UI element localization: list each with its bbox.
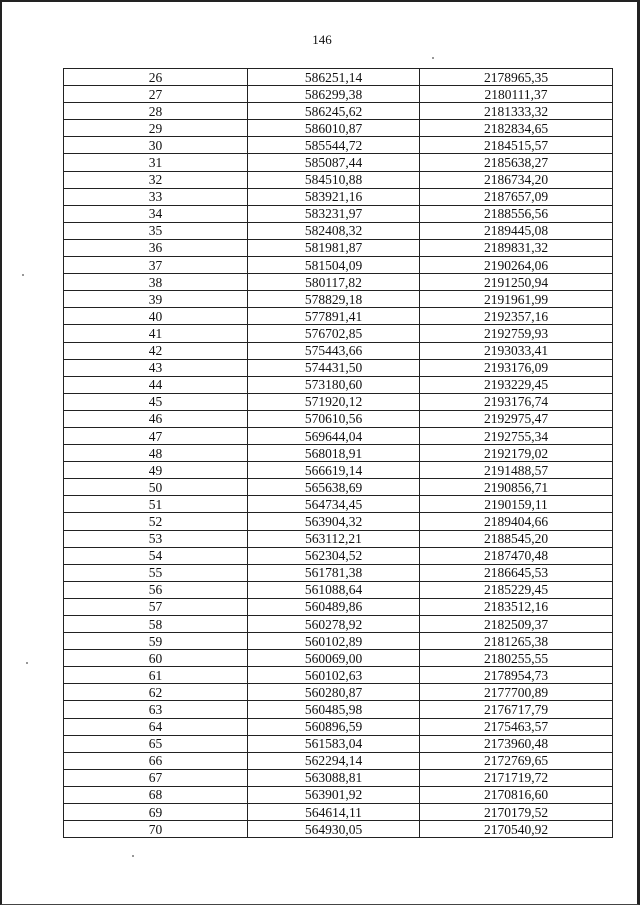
table-row bbox=[64, 103, 613, 120]
point-number-cell: 66 bbox=[64, 752, 248, 769]
point-number-cell: 36 bbox=[64, 239, 248, 256]
table-row bbox=[64, 769, 613, 786]
point-number-cell: 68 bbox=[64, 786, 248, 803]
y-coordinate-cell: 2181265,38 bbox=[420, 633, 613, 650]
x-coordinate-cell: 565638,69 bbox=[248, 479, 420, 496]
table-row bbox=[64, 342, 613, 359]
x-coordinate-cell: 577891,41 bbox=[248, 308, 420, 325]
x-coordinate-cell: 571920,12 bbox=[248, 393, 420, 410]
y-coordinate-cell: 2178965,35 bbox=[420, 69, 613, 86]
point-number-cell: 59 bbox=[64, 633, 248, 650]
y-coordinate-cell: 2193229,45 bbox=[420, 376, 613, 393]
x-coordinate-cell: 578829,18 bbox=[248, 291, 420, 308]
table-row bbox=[64, 581, 613, 598]
x-coordinate-cell: 584510,88 bbox=[248, 171, 420, 188]
y-coordinate-cell: 2191488,57 bbox=[420, 462, 613, 479]
table-row bbox=[64, 393, 613, 410]
table-row bbox=[64, 633, 613, 650]
y-coordinate-cell: 2193176,74 bbox=[420, 393, 613, 410]
table-row bbox=[64, 291, 613, 308]
x-coordinate-cell: 581981,87 bbox=[248, 239, 420, 256]
x-coordinate-cell: 560896,59 bbox=[248, 718, 420, 735]
x-coordinate-cell: 574431,50 bbox=[248, 359, 420, 376]
y-coordinate-cell: 2190264,06 bbox=[420, 257, 613, 274]
y-coordinate-cell: 2192759,93 bbox=[420, 325, 613, 342]
table-row bbox=[64, 257, 613, 274]
x-coordinate-cell: 560102,89 bbox=[248, 633, 420, 650]
table-row bbox=[64, 325, 613, 342]
point-number-cell: 51 bbox=[64, 496, 248, 513]
x-coordinate-cell: 569644,04 bbox=[248, 427, 420, 444]
table-row bbox=[64, 496, 613, 513]
table-row bbox=[64, 274, 613, 291]
x-coordinate-cell: 586299,38 bbox=[248, 86, 420, 103]
point-number-cell: 62 bbox=[64, 684, 248, 701]
point-number-cell: 28 bbox=[64, 103, 248, 120]
y-coordinate-cell: 2193033,41 bbox=[420, 342, 613, 359]
x-coordinate-cell: 568018,91 bbox=[248, 445, 420, 462]
y-coordinate-cell: 2188556,56 bbox=[420, 205, 613, 222]
x-coordinate-cell: 563904,32 bbox=[248, 513, 420, 530]
y-coordinate-cell: 2185229,45 bbox=[420, 581, 613, 598]
point-number-cell: 47 bbox=[64, 427, 248, 444]
point-number-cell: 41 bbox=[64, 325, 248, 342]
y-coordinate-cell: 2176717,79 bbox=[420, 701, 613, 718]
point-number-cell: 35 bbox=[64, 222, 248, 239]
x-coordinate-cell: 560485,98 bbox=[248, 701, 420, 718]
point-number-cell: 29 bbox=[64, 120, 248, 137]
x-coordinate-cell: 564734,45 bbox=[248, 496, 420, 513]
point-number-cell: 60 bbox=[64, 650, 248, 667]
scan-speck bbox=[432, 57, 434, 59]
y-coordinate-cell: 2180111,37 bbox=[420, 86, 613, 103]
table-row bbox=[64, 547, 613, 564]
table-row bbox=[64, 821, 613, 838]
point-number-cell: 64 bbox=[64, 718, 248, 735]
y-coordinate-cell: 2186645,53 bbox=[420, 564, 613, 581]
table-row bbox=[64, 598, 613, 615]
y-coordinate-cell: 2178954,73 bbox=[420, 667, 613, 684]
y-coordinate-cell: 2173960,48 bbox=[420, 735, 613, 752]
y-coordinate-cell: 2183512,16 bbox=[420, 598, 613, 615]
table-row bbox=[64, 171, 613, 188]
table-row bbox=[64, 86, 613, 103]
point-number-cell: 55 bbox=[64, 564, 248, 581]
y-coordinate-cell: 2177700,89 bbox=[420, 684, 613, 701]
table-row bbox=[64, 427, 613, 444]
table-row bbox=[64, 667, 613, 684]
page-number: 146 bbox=[312, 32, 332, 47]
point-number-cell: 52 bbox=[64, 513, 248, 530]
point-number-cell: 38 bbox=[64, 274, 248, 291]
point-number-cell: 44 bbox=[64, 376, 248, 393]
x-coordinate-cell: 575443,66 bbox=[248, 342, 420, 359]
point-number-cell: 42 bbox=[64, 342, 248, 359]
table-row bbox=[64, 376, 613, 393]
table-row bbox=[64, 154, 613, 171]
point-number-cell: 27 bbox=[64, 86, 248, 103]
table-row bbox=[64, 188, 613, 205]
point-number-cell: 54 bbox=[64, 547, 248, 564]
table-row bbox=[64, 308, 613, 325]
table-row bbox=[64, 718, 613, 735]
y-coordinate-cell: 2188545,20 bbox=[420, 530, 613, 547]
table-row bbox=[64, 445, 613, 462]
table-row bbox=[64, 222, 613, 239]
y-coordinate-cell: 2182834,65 bbox=[420, 120, 613, 137]
x-coordinate-cell: 563112,21 bbox=[248, 530, 420, 547]
x-coordinate-cell: 570610,56 bbox=[248, 410, 420, 427]
table-row bbox=[64, 701, 613, 718]
point-number-cell: 37 bbox=[64, 257, 248, 274]
point-number-cell: 57 bbox=[64, 598, 248, 615]
x-coordinate-cell: 580117,82 bbox=[248, 274, 420, 291]
y-coordinate-cell: 2175463,57 bbox=[420, 718, 613, 735]
y-coordinate-cell: 2192179,02 bbox=[420, 445, 613, 462]
point-number-cell: 31 bbox=[64, 154, 248, 171]
scan-speck bbox=[132, 855, 134, 857]
x-coordinate-cell: 581504,09 bbox=[248, 257, 420, 274]
table-row bbox=[64, 804, 613, 821]
coordinates-table-body bbox=[64, 69, 613, 838]
x-coordinate-cell: 586245,62 bbox=[248, 103, 420, 120]
x-coordinate-cell: 576702,85 bbox=[248, 325, 420, 342]
point-number-cell: 33 bbox=[64, 188, 248, 205]
y-coordinate-cell: 2191961,99 bbox=[420, 291, 613, 308]
table-row bbox=[64, 564, 613, 581]
table-row bbox=[64, 410, 613, 427]
x-coordinate-cell: 566619,14 bbox=[248, 462, 420, 479]
y-coordinate-cell: 2190159,11 bbox=[420, 496, 613, 513]
y-coordinate-cell: 2184515,57 bbox=[420, 137, 613, 154]
table-row bbox=[64, 69, 613, 86]
table-row bbox=[64, 684, 613, 701]
table-row bbox=[64, 735, 613, 752]
table-row bbox=[64, 239, 613, 256]
x-coordinate-cell: 560489,86 bbox=[248, 598, 420, 615]
point-number-cell: 63 bbox=[64, 701, 248, 718]
x-coordinate-cell: 562304,52 bbox=[248, 547, 420, 564]
y-coordinate-cell: 2172769,65 bbox=[420, 752, 613, 769]
y-coordinate-cell: 2193176,09 bbox=[420, 359, 613, 376]
y-coordinate-cell: 2190856,71 bbox=[420, 479, 613, 496]
x-coordinate-cell: 583921,16 bbox=[248, 188, 420, 205]
x-coordinate-cell: 583231,97 bbox=[248, 205, 420, 222]
x-coordinate-cell: 560278,92 bbox=[248, 616, 420, 633]
table-row bbox=[64, 462, 613, 479]
x-coordinate-cell: 560069,00 bbox=[248, 650, 420, 667]
point-number-cell: 26 bbox=[64, 69, 248, 86]
point-number-cell: 69 bbox=[64, 804, 248, 821]
y-coordinate-cell: 2186734,20 bbox=[420, 171, 613, 188]
point-number-cell: 43 bbox=[64, 359, 248, 376]
x-coordinate-cell: 560280,87 bbox=[248, 684, 420, 701]
point-number-cell: 67 bbox=[64, 769, 248, 786]
y-coordinate-cell: 2192357,16 bbox=[420, 308, 613, 325]
y-coordinate-cell: 2182509,37 bbox=[420, 616, 613, 633]
x-coordinate-cell: 562294,14 bbox=[248, 752, 420, 769]
y-coordinate-cell: 2171719,72 bbox=[420, 769, 613, 786]
point-number-cell: 70 bbox=[64, 821, 248, 838]
table-row bbox=[64, 530, 613, 547]
y-coordinate-cell: 2181333,32 bbox=[420, 103, 613, 120]
x-coordinate-cell: 563088,81 bbox=[248, 769, 420, 786]
point-number-cell: 34 bbox=[64, 205, 248, 222]
y-coordinate-cell: 2170179,52 bbox=[420, 804, 613, 821]
point-number-cell: 48 bbox=[64, 445, 248, 462]
y-coordinate-cell: 2192755,34 bbox=[420, 427, 613, 444]
x-coordinate-cell: 585087,44 bbox=[248, 154, 420, 171]
y-coordinate-cell: 2180255,55 bbox=[420, 650, 613, 667]
table-row bbox=[64, 205, 613, 222]
point-number-cell: 40 bbox=[64, 308, 248, 325]
y-coordinate-cell: 2187470,48 bbox=[420, 547, 613, 564]
x-coordinate-cell: 573180,60 bbox=[248, 376, 420, 393]
table-row bbox=[64, 752, 613, 769]
y-coordinate-cell: 2189445,08 bbox=[420, 222, 613, 239]
point-number-cell: 56 bbox=[64, 581, 248, 598]
x-coordinate-cell: 561088,64 bbox=[248, 581, 420, 598]
point-number-cell: 49 bbox=[64, 462, 248, 479]
table-row bbox=[64, 513, 613, 530]
point-number-cell: 45 bbox=[64, 393, 248, 410]
x-coordinate-cell: 586251,14 bbox=[248, 69, 420, 86]
table-row bbox=[64, 120, 613, 137]
y-coordinate-cell: 2191250,94 bbox=[420, 274, 613, 291]
x-coordinate-cell: 582408,32 bbox=[248, 222, 420, 239]
point-number-cell: 32 bbox=[64, 171, 248, 188]
y-coordinate-cell: 2187657,09 bbox=[420, 188, 613, 205]
scan-speck bbox=[26, 662, 28, 664]
point-number-cell: 53 bbox=[64, 530, 248, 547]
x-coordinate-cell: 564930,05 bbox=[248, 821, 420, 838]
x-coordinate-cell: 564614,11 bbox=[248, 804, 420, 821]
x-coordinate-cell: 560102,63 bbox=[248, 667, 420, 684]
y-coordinate-cell: 2170816,60 bbox=[420, 786, 613, 803]
x-coordinate-cell: 585544,72 bbox=[248, 137, 420, 154]
y-coordinate-cell: 2185638,27 bbox=[420, 154, 613, 171]
point-number-cell: 50 bbox=[64, 479, 248, 496]
x-coordinate-cell: 561781,38 bbox=[248, 564, 420, 581]
table-row bbox=[64, 137, 613, 154]
table-row bbox=[64, 479, 613, 496]
x-coordinate-cell: 586010,87 bbox=[248, 120, 420, 137]
table-row bbox=[64, 359, 613, 376]
y-coordinate-cell: 2192975,47 bbox=[420, 410, 613, 427]
scan-speck bbox=[22, 274, 24, 276]
y-coordinate-cell: 2189831,32 bbox=[420, 239, 613, 256]
y-coordinate-cell: 2170540,92 bbox=[420, 821, 613, 838]
point-number-cell: 65 bbox=[64, 735, 248, 752]
table-row bbox=[64, 650, 613, 667]
point-number-cell: 46 bbox=[64, 410, 248, 427]
coordinates-table bbox=[63, 68, 613, 838]
y-coordinate-cell: 2189404,66 bbox=[420, 513, 613, 530]
x-coordinate-cell: 563901,92 bbox=[248, 786, 420, 803]
table-row bbox=[64, 616, 613, 633]
point-number-cell: 30 bbox=[64, 137, 248, 154]
point-number-cell: 61 bbox=[64, 667, 248, 684]
x-coordinate-cell: 561583,04 bbox=[248, 735, 420, 752]
point-number-cell: 58 bbox=[64, 616, 248, 633]
table-row bbox=[64, 786, 613, 803]
point-number-cell: 39 bbox=[64, 291, 248, 308]
